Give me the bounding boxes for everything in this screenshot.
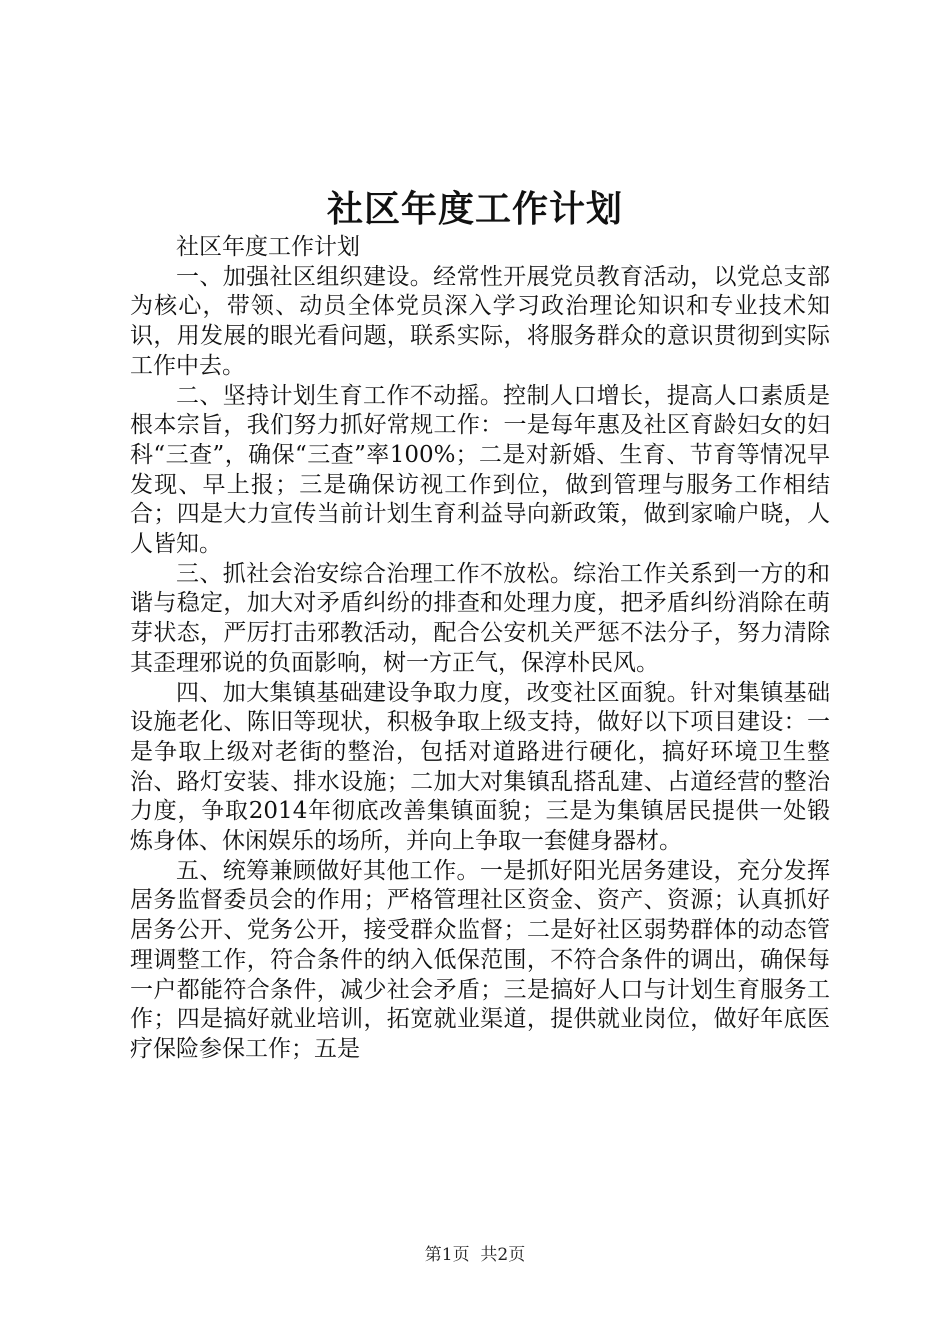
body-paragraph: 五、统筹兼顾做好其他工作。一是抓好阳光居务建设，充分发挥居务监督委员会的作用；严格管理社区资金、资产、资源；认真抓好居务公开、党务公开，接受群众监督；二是好社区弱势群体的动态管理调整工作，符合条件的纳入低保范围，不符合条件的调出，确保每一户都能符合条件，减少社会矛盾；三是搞好人口与计划生育服务工作；四是搞好就业培训，拓宽就业渠道，提供就业岗位，做好年底医疗保险参保工作；五是 [130,857,830,1062]
body-paragraph: 社区年度工作计划 [176,234,360,260]
body-paragraph: 三、抓社会治安综合治理工作不放松。综治工作关系到一方的和谐与稳定，加大对矛盾纠纷的排查和处理力度，把矛盾纠纷消除在萌芽状态，严厉打击邪教活动，配合公安机关严惩不法分子，努力清除其歪理邪说的负面影响，树一方正气，保淳朴民风。 [130,560,830,676]
page-number-total: 共2页 [480,1245,526,1265]
page-number-current: 第1页 [424,1245,470,1265]
document-title: 社区年度工作计划 [326,188,623,230]
document-body [130,233,830,1065]
body-paragraph: 二、坚持计划生育工作不动摇。控制人口增长，提高人口素质是根本宗旨，我们努力抓好常规工作：一是每年惠及社区育龄妇女的妇科“三查”，确保“三查”率100%；二是对新婚、生育、节育等情况早发现、早上报；三是确保访视工作到位，做到管理与服务工作相结合；四是大力宣传当前计划生育利益导向新政策，做到家喻户晓，人人皆知。 [130,382,830,558]
page-footer [0,1243,950,1267]
body-paragraph: 一、加强社区组织建设。经常性开展党员教育活动，以党总支部为核心，带领、动员全体党员深入学习政治理论知识和专业技术知识，用发展的眼光看问题，联系实际，将服务群众的意识贯彻到实际工作中去。 [130,263,830,379]
body-paragraph: 四、加大集镇基础建设争取力度，改变社区面貌。针对集镇基础设施老化、陈旧等现状，积极争取上级支持，做好以下项目建设：一是争取上级对老街的整治，包括对道路进行硬化，搞好环境卫生整治、路灯安装、排水设施；二加大对集镇乱搭乱建、占道经营的整治力度，争取2014年彻底改善集镇面貌；三是为集镇居民提供一处锻炼身体、休闲娱乐的场所，并向上争取一套健身器材。 [130,679,830,855]
